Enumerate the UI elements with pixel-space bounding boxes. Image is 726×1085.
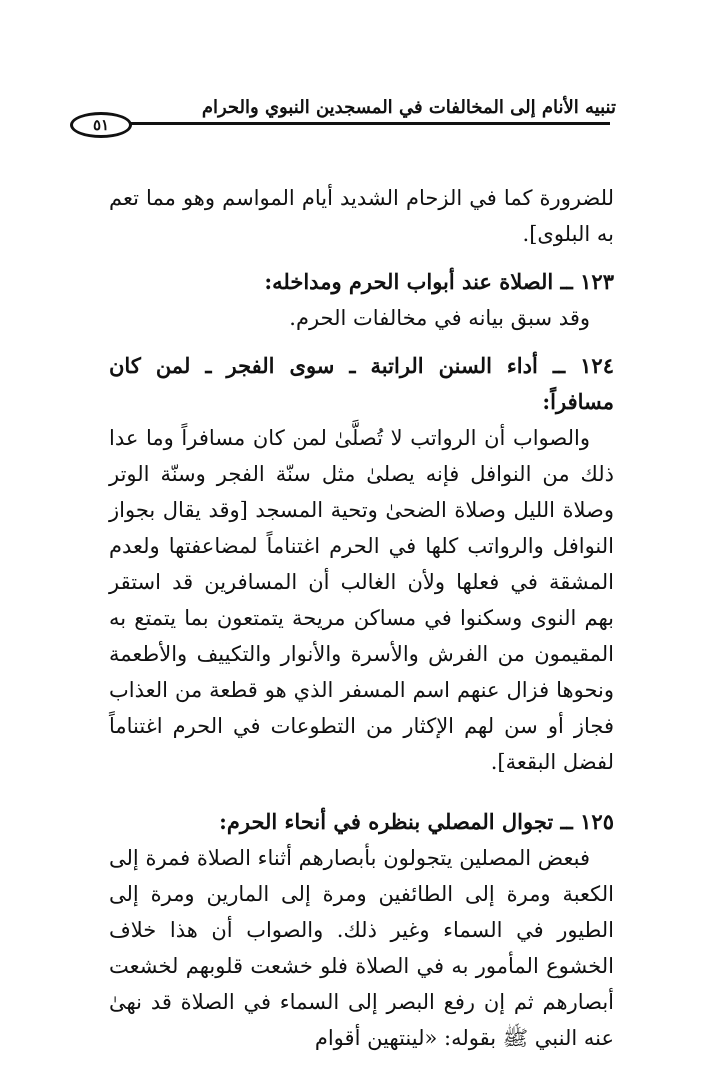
header-rule xyxy=(110,122,610,125)
section-heading-124: ١٢٤ ــ أداء السنن الراتبة ـ سوى الفجر ـ لمن كان مسافراً: xyxy=(109,353,614,414)
section-heading-125: ١٢٥ ــ تجوال المصلي بنظره في أنحاء الحرم: xyxy=(219,809,614,834)
page-number-badge: ٥١ xyxy=(70,112,132,138)
paragraph-124: والصواب أن الرواتب لا تُصلَّىٰ لمن كان مسافراً وما عدا ذلك من النوافل فإنه يصلىٰ مثل سنّة الفجر وسنّة الوتر وصلاة الليل وصلاة الضحىٰ وتحية المسجد [وقد يقال بجواز النوافل والرواتب كلها في الحرم اغتناماً لمضاعفتها ولعدم المشقة في فعلها ولأن الغالب أن المسافرين قد استقر بهم النوى وسكنوا في مساكن مريحة يتمتعون بما يتمتع به المقيمون من الفرش والأسرة والأنوار والتكييف والأطعمة ونحوها فزال عنهم اسم المسفر الذي هو قطعة من العذاب فجاز أو سن لهم الإكثار من التطوعات في الحرم اغتناماً لفضل البقعة]. xyxy=(109,426,614,774)
paragraph-continuation: للضرورة كما في الزحام الشديد أيام المواسم وهو مما تعم به البلوى]. xyxy=(109,186,614,246)
running-header-title: تنبيه الأنام إلى المخالفات في المسجدين النبوي والحرام xyxy=(201,97,616,118)
section-heading-123: ١٢٣ ــ الصلاة عند أبواب الحرم ومداخله: xyxy=(264,269,614,294)
paragraph-123: وقد سبق بيانه في مخالفات الحرم. xyxy=(289,306,590,330)
page-body xyxy=(109,180,614,1056)
paragraph-125: فبعض المصلين يتجولون بأبصارهم أثناء الصلاة فمرة إلى الكعبة ومرة إلى الطائفين ومرة إلى المارين ومرة إلى الطيور في السماء وغير ذلك. والصواب أن هذا خلاف الخشوع المأمور به في الصلاة فلو خشعت قلوبهم لخشعت أبصارهم ثم إن رفع البصر إلى السماء في الصلاة قد نهىٰ عنه النبي ﷺ بقوله: «لينتهين أقوام xyxy=(109,846,614,1050)
